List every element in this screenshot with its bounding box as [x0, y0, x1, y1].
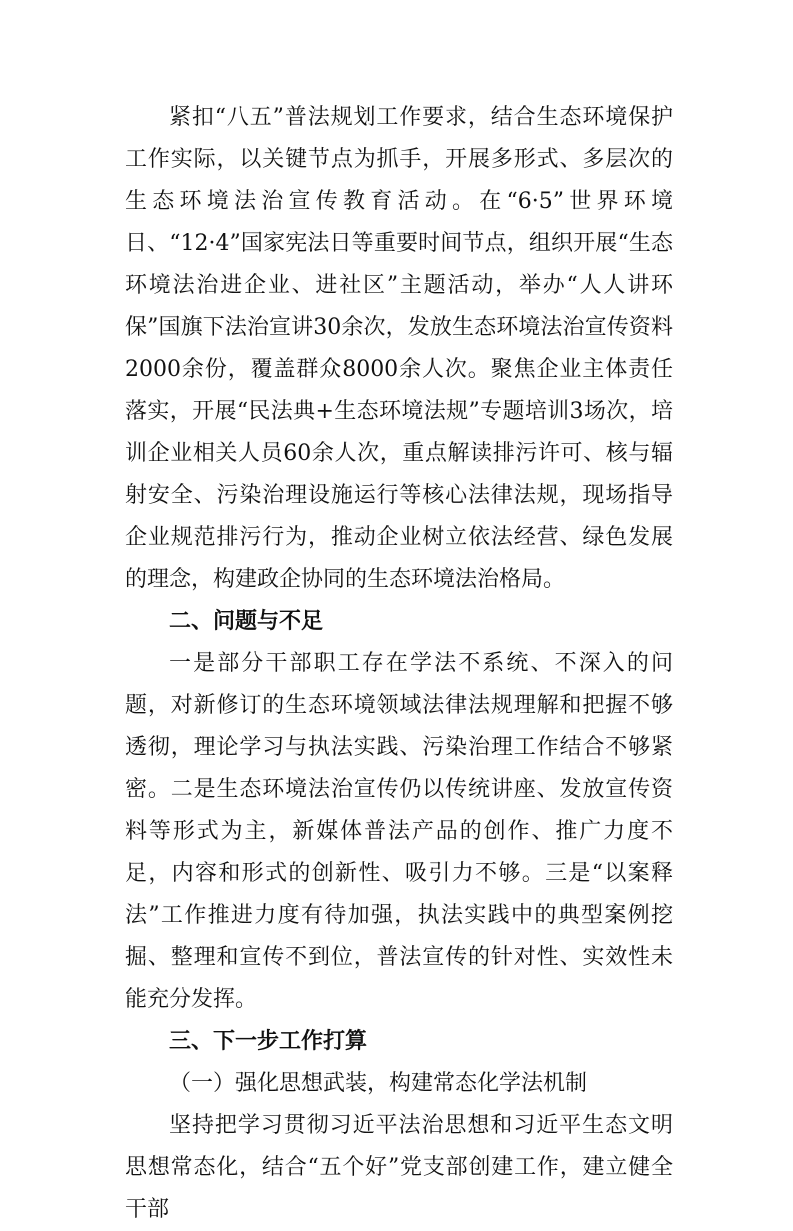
heading-next-steps: 三、下一步工作打算 — [169, 1029, 368, 1054]
paragraph-study-mechanism: 坚持把学习贯彻习近平法治思想和习近平生态文明思想常态化，结合“五个好”党支部创建工作，建立健全干部 — [125, 1113, 673, 1222]
heading-problems: 二、问题与不足 — [169, 609, 324, 634]
document-body — [125, 97, 673, 1231]
paragraph-legal-publicity: 紧扣“八五”普法规划工作要求，结合生态环境保护工作实际，以关键节点为抓手，开展多形式、多层次的生态环境法治宣传教育活动。在“6·5”世界环境日、“12·4”国家宪法日等重要时间节点，组织开展“生态环境法治进企业、进社区”主题活动，举办“人人讲环保”国旗下法治宣讲30余次，发放生态环境法治宣传资料2000余份，覆盖群众8000余人次。聚焦企业主体责任落实，开展“民法典+生态环境法规”专题培训3场次，培训企业相关人员60余人次，重点解读排污许可、核与辐射安全、污染治理设施运行等核心法律法规，现场指导企业规范排污行为，推动企业树立依法经营、绿色发展的理念，构建政企协同的生态环境法治格局。 — [125, 105, 673, 592]
subheading-strengthen-thought: （一）强化思想武装，构建常态化学法机制 — [169, 1071, 588, 1096]
paragraph-problems: 一是部分干部职工存在学法不系统、不深入的问题，对新修订的生态环境领域法律法规理解和把握不够透彻，理论学习与执法实践、污染治理工作结合不够紧密。二是生态环境法治宣传仍以传统讲座、发放宣传资料等形式为主，新媒体普法产品的创作、推广力度不足，内容和形式的创新性、吸引力不够。三是“以案释法”工作推进力度有待加强，执法实践中的典型案例挖掘、整理和宣传不到位，普法宣传的针对性、实效性未能充分发挥。 — [125, 651, 673, 1012]
